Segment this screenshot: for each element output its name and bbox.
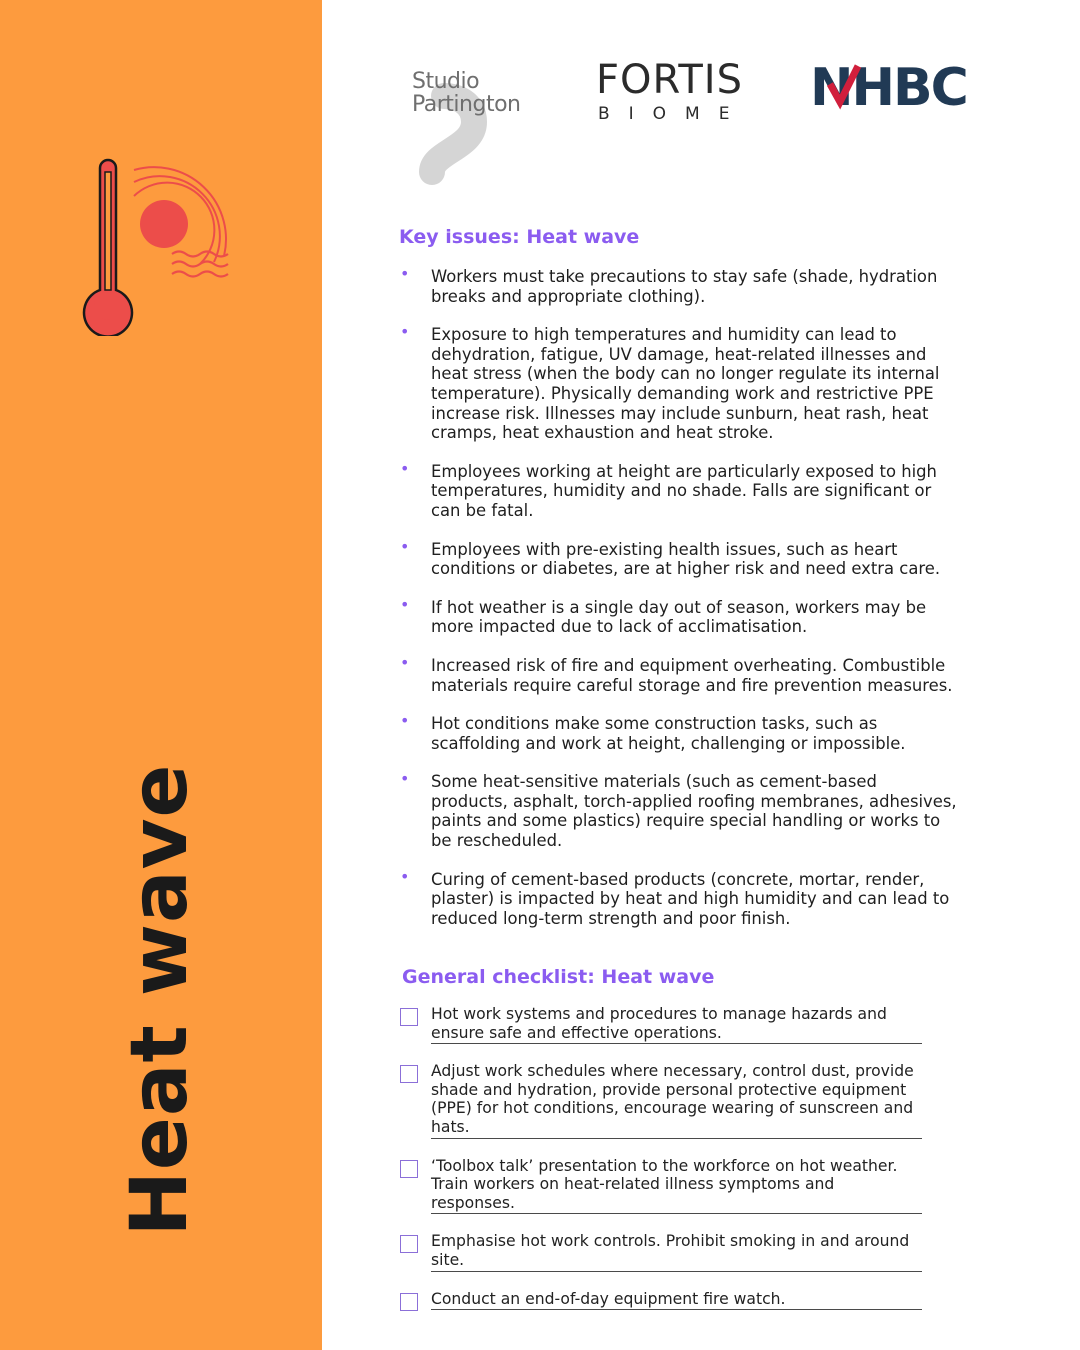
sidebar-title: Heat wave xyxy=(115,763,205,1237)
bullet-icon: • xyxy=(400,652,410,672)
list-item: • Exposure to high temperatures and humidity can lead to dehydration, fatigue, UV damage, heat-related illnesses and heat stress (when the body can no longer regulate its internal temperature). Physically demanding work and restrictive PPE increase risk. Illnesses may include sunburn, heat rash, heat cramps, heat exhaustion and heat stroke. xyxy=(400,322,940,443)
thermometer-sun-heat-icon xyxy=(74,156,244,336)
list-item: • Curing of cement-based products (concrete, mortar, render, plaster) is impacted by heat and high humidity and can lead to reduced long-term strength and poor finish. xyxy=(400,866,950,928)
checklist xyxy=(402,1005,922,1311)
nhbc-check-icon xyxy=(824,62,864,112)
key-issues-list xyxy=(398,264,958,928)
bullet-icon: • xyxy=(400,594,410,614)
list-item: • Increased risk of fire and equipment overheating. Combustible materials require careful storage and fire prevention measures. xyxy=(400,652,953,695)
checklist-heading: General checklist: Heat wave xyxy=(402,966,715,988)
studio-partington-line2: Partington xyxy=(412,92,521,117)
bullet-icon: • xyxy=(400,536,410,556)
fortis-biome-line1: FORTIS xyxy=(596,57,743,103)
fortis-biome-line2: BIOME xyxy=(598,104,749,124)
checkbox[interactable] xyxy=(400,1160,418,1178)
checklist-item: Emphasise hot work controls. Prohibit smoking in and around site. xyxy=(402,1232,922,1272)
nhbc-logo xyxy=(810,60,970,120)
bullet-icon: • xyxy=(400,264,410,283)
checklist-item: ‘Toolbox talk’ presentation to the workforce on hot weather. Train workers on heat-related illness symptoms and responses. xyxy=(402,1157,922,1216)
list-item: • Employees working at height are particularly exposed to high temperatures, humidity and no shade. Falls are significant or can be fatal. xyxy=(400,458,937,520)
logo-bar xyxy=(322,0,1080,200)
checkbox[interactable] xyxy=(400,1065,418,1083)
checkbox[interactable] xyxy=(400,1235,418,1253)
fortis-biome-logo xyxy=(596,58,756,128)
bullet-icon: • xyxy=(400,458,410,478)
checklist-item: Adjust work schedules where necessary, control dust, provide shade and hydration, provide personal protective equipment (PPE) for hot conditions, encourage wearing of sunscreen and hats. xyxy=(402,1062,922,1139)
nhbc-text: NHBC xyxy=(810,58,967,118)
bullet-icon: • xyxy=(400,322,410,342)
key-issues-heading: Key issues: Heat wave xyxy=(399,226,640,248)
list-item: • Workers must take precautions to stay safe (shade, hydration breaks and appropriate clothing). xyxy=(400,264,938,306)
checklist-item: Hot work systems and procedures to manage hazards and ensure safe and effective operations. xyxy=(402,1005,922,1045)
list-item: • Employees with pre-existing health issues, such as heart conditions or diabetes, are at higher risk and need extra care. xyxy=(400,536,941,579)
list-item: • Some heat-sensitive materials (such as cement-based products, asphalt, torch-applied roofing membranes, adhesives, paints and some plastics) require special handling or works to be rescheduled. xyxy=(400,769,957,851)
bullet-icon: • xyxy=(400,711,410,731)
main-content xyxy=(322,0,1080,1350)
list-item: • If hot weather is a single day out of season, workers may be more impacted due to lack of acclimatisation. xyxy=(400,594,927,637)
list-item: • Hot conditions make some construction tasks, such as scaffolding and work at height, challenging or impossible. xyxy=(400,711,906,753)
bullet-icon: • xyxy=(400,769,410,789)
studio-partington-line1: Studio xyxy=(412,69,480,94)
bullet-icon: • xyxy=(400,866,410,886)
sidebar-panel xyxy=(0,0,322,1350)
checkbox[interactable] xyxy=(400,1293,418,1311)
studio-partington-logo xyxy=(404,62,544,188)
checklist-item: Conduct an end-of-day equipment fire watch. xyxy=(402,1290,922,1312)
checkbox[interactable] xyxy=(400,1008,418,1026)
